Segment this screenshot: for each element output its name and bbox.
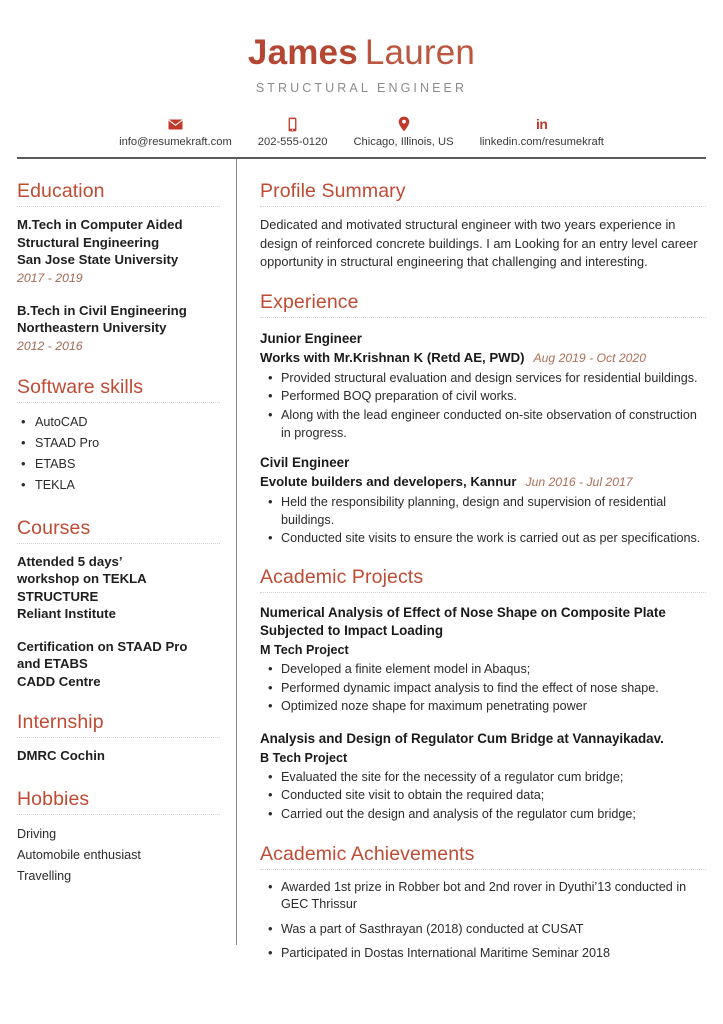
education-school: San Jose State University xyxy=(17,252,179,267)
list-item: • Held the responsibility planning, design and supervision of residential buildings. xyxy=(260,494,706,529)
project-bullets xyxy=(260,661,706,716)
linkedin-icon xyxy=(536,116,547,132)
last-name: Lauren xyxy=(364,33,476,72)
profile-summary-text: Dedicated and motivated structural engineer with two years experience in design of reinforced concrete buildings. I am Looking for an entry level career opportunity in structural engineering that challenging and interesting. xyxy=(260,217,698,270)
list-item: • Performed BOQ preparation of civil works. xyxy=(260,388,706,406)
first-name: James xyxy=(247,33,358,72)
list-item: • AutoCAD xyxy=(17,412,220,433)
experience-organization: Works with Mr.Krishnan K (Retd AE, PWD) xyxy=(260,349,525,365)
list-item: • Conducted site visit to obtain the required data; xyxy=(260,787,706,805)
contact-row xyxy=(17,116,706,148)
list-item: • TEKLA xyxy=(17,475,220,496)
contact-email-text: info@resumekraft.com xyxy=(119,136,232,148)
list-item: • Optimized noze shape for maximum penetrating power xyxy=(260,698,706,716)
experience-bullets xyxy=(260,494,706,548)
experience-entry xyxy=(260,329,706,442)
section-title-education: Education xyxy=(17,180,105,202)
section-underline xyxy=(260,317,706,318)
list-item: • Awarded 1st prize in Robber bot and 2nd rover in Dyuthi’13 conducted in GEC Thrissur xyxy=(260,879,706,914)
education-degree-line1: B.Tech in Civil Engineering xyxy=(17,302,187,318)
contact-location[interactable] xyxy=(340,116,466,148)
course-item xyxy=(17,638,220,691)
section-hobbies xyxy=(17,787,220,887)
section-title-experience: Experience xyxy=(260,290,359,313)
course-item xyxy=(17,553,220,623)
project-entry xyxy=(260,604,706,716)
experience-dates: Jun 2016 - Jul 2017 xyxy=(525,475,633,490)
education-dates: 2012 - 2016 xyxy=(17,338,83,353)
sidebar-column xyxy=(17,159,236,970)
contact-location-text: Chicago, Illinois, US xyxy=(353,136,454,148)
list-item: • Developed a finite element model in Abaqus; xyxy=(260,661,706,679)
section-underline xyxy=(17,402,220,403)
education-degree-line2: Structural Engineering xyxy=(17,234,160,250)
experience-role: Civil Engineer xyxy=(260,455,350,471)
list-item: • Along with the lead engineer conducted on-site observation of construction in progress. xyxy=(260,407,706,442)
hobby-item: Driving xyxy=(17,826,57,841)
section-underline xyxy=(17,814,220,815)
list-item: • Provided structural evaluation and design services for residential buildings. xyxy=(260,370,706,388)
education-school: Northeastern University xyxy=(17,320,167,335)
section-title-academic-achievements: Academic Achievements xyxy=(260,842,475,865)
section-title-internship: Internship xyxy=(17,711,104,733)
course-provider: CADD Centre xyxy=(17,673,101,689)
location-icon xyxy=(398,116,410,132)
section-title-profile-summary: Profile Summary xyxy=(260,180,406,202)
section-title-hobbies: Hobbies xyxy=(17,787,90,810)
course-provider: Reliant Institute xyxy=(17,606,116,621)
experience-organization-line xyxy=(260,348,706,368)
course-name-line1: Certification on STAAD Pro xyxy=(17,638,188,654)
section-academic-achievements xyxy=(260,842,706,963)
project-subtitle: B Tech Project xyxy=(260,750,348,765)
phone-icon xyxy=(288,116,297,132)
list-item: • Conducted site visits to ensure the work is carried out as per specifications. xyxy=(260,530,706,548)
section-title-software-skills: Software skills xyxy=(17,375,144,398)
experience-organization: Evolute builders and developers, Kannur xyxy=(260,474,517,490)
section-underline xyxy=(260,206,706,207)
section-underline xyxy=(17,543,220,544)
experience-bullets xyxy=(260,370,706,442)
hobby-item: Travelling xyxy=(17,868,72,883)
internship-item: DMRC Cochin xyxy=(17,748,105,763)
software-skills-list xyxy=(17,412,220,496)
education-dates: 2017 - 2019 xyxy=(17,270,83,285)
section-internship xyxy=(17,710,220,765)
section-underline xyxy=(260,869,706,870)
list-item: • Was a part of Sasthrayan (2018) conducted at CUSAT xyxy=(260,921,706,939)
section-courses xyxy=(17,516,220,691)
contact-linkedin-text: linkedin.com/resumekraft xyxy=(479,136,604,148)
list-item: • STAAD Pro xyxy=(17,433,220,454)
project-subtitle: M Tech Project xyxy=(260,642,349,657)
contact-email[interactable] xyxy=(106,116,245,148)
experience-organization-line xyxy=(260,472,706,492)
project-title: Numerical Analysis of Effect of Nose Shape on Composite Plate Subjected to Impact Loading xyxy=(260,604,666,638)
experience-dates: Aug 2019 - Oct 2020 xyxy=(533,350,646,365)
contact-phone-text: 202-555-0120 xyxy=(257,136,328,148)
education-degree-line1: M.Tech in Computer Aided xyxy=(17,217,183,232)
section-profile-summary xyxy=(260,179,706,272)
experience-role: Junior Engineer xyxy=(260,330,362,346)
email-icon xyxy=(168,116,183,132)
contact-phone[interactable] xyxy=(245,116,341,148)
hobby-item: Automobile enthusiast xyxy=(17,847,141,862)
resume-header xyxy=(17,0,706,148)
education-item xyxy=(17,302,220,355)
project-bullets xyxy=(260,769,706,824)
section-title-courses: Courses xyxy=(17,516,91,539)
project-entry xyxy=(260,730,706,824)
section-education xyxy=(17,179,220,355)
course-name-line1: Attended 5 days’ xyxy=(17,553,123,569)
section-academic-projects xyxy=(260,565,706,824)
course-name-line3: STRUCTURE xyxy=(17,588,99,604)
project-title: Analysis and Design of Regulator Cum Bridge at Vannayikadav. xyxy=(260,730,664,746)
contact-linkedin[interactable] xyxy=(467,116,617,148)
section-underline xyxy=(260,592,706,593)
list-item: • Performed dynamic impact analysis to find the effect of nose shape. xyxy=(260,680,706,698)
linkedin-glyph: in xyxy=(536,116,548,132)
education-item xyxy=(17,216,220,287)
section-underline xyxy=(17,737,220,738)
list-item: • Carried out the design and analysis of the regulator cum bridge; xyxy=(260,806,706,824)
resume-body xyxy=(17,159,706,970)
candidate-name xyxy=(17,32,706,74)
list-item: • ETABS xyxy=(17,454,220,475)
achievement-bullets xyxy=(260,879,706,963)
section-underline xyxy=(17,206,220,207)
job-title: STRUCTURAL ENGINEER xyxy=(255,81,468,95)
course-name-line2: workshop on TEKLA xyxy=(17,571,147,586)
section-experience xyxy=(260,290,706,548)
list-item: • Evaluated the site for the necessity of a regulator cum bridge; xyxy=(260,769,706,787)
column-divider xyxy=(236,159,237,945)
course-name-line2: and ETABS xyxy=(17,656,88,671)
list-item: • Participated in Dostas International Maritime Seminar 2018 xyxy=(260,945,706,963)
section-software-skills xyxy=(17,375,220,496)
section-title-academic-projects: Academic Projects xyxy=(260,565,424,588)
main-column xyxy=(236,159,706,970)
experience-entry xyxy=(260,453,706,548)
